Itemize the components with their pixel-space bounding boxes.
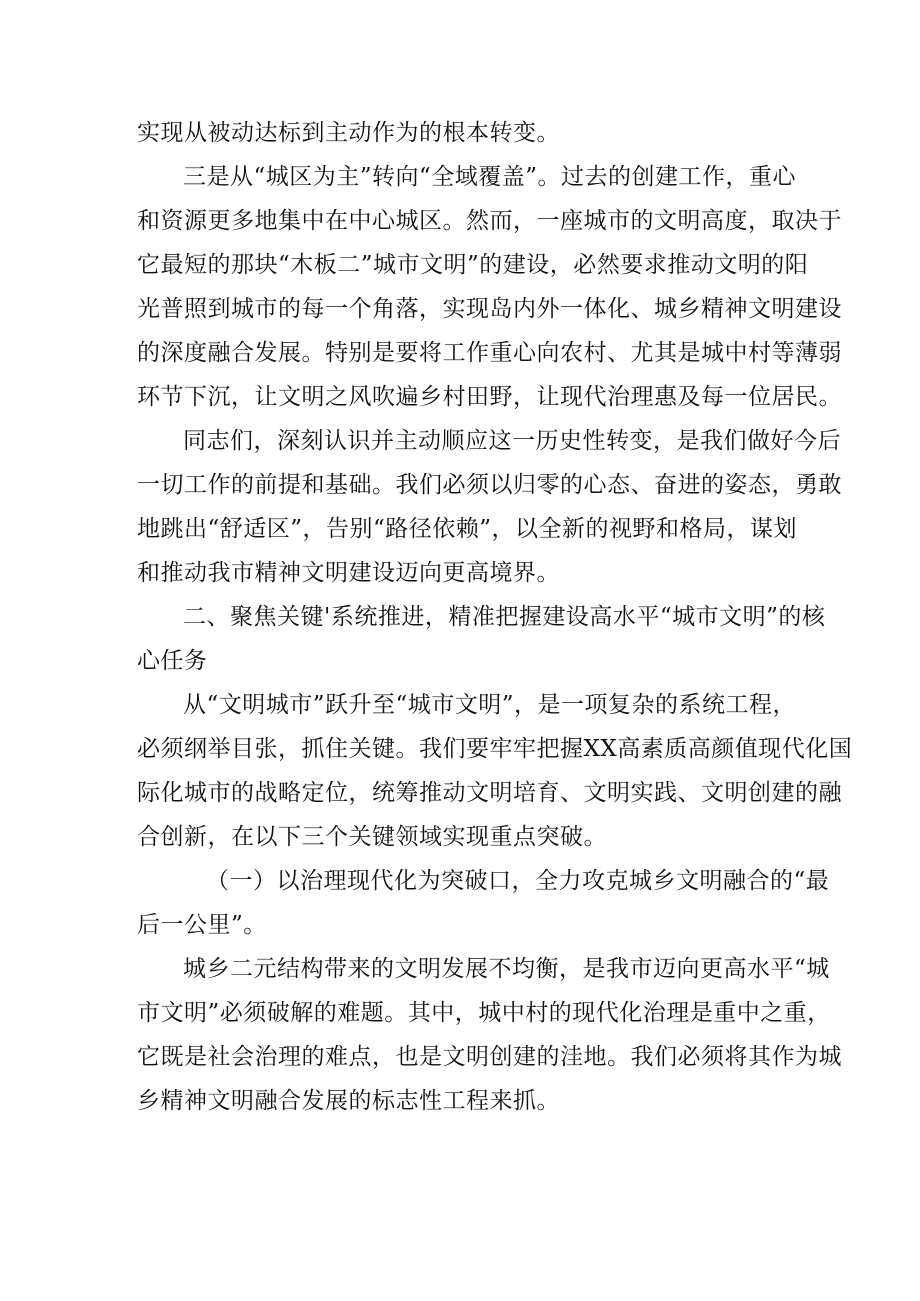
text-line-20: 城乡二元结构带来的文明发展不均衡，是我市迈向更高水平“城: [183, 956, 830, 982]
text-line-11: 和推动我市精神文明建设迈向更高境界。: [137, 560, 560, 586]
text-line-4: 它最短的那块“木板二”城市文明”的建设，必然要求推动文明的阳: [137, 252, 809, 278]
text-line-9: 一切工作的前提和基础。我们必须以归零的心态、奋进的姿态，勇敢: [137, 472, 842, 498]
text-line-6: 的深度融合发展。特别是要将工作重心向农村、尤其是城中村等薄弱: [137, 340, 842, 366]
text-line-22: 它既是社会治理的难点，也是文明创建的洼地。我们必须将其作为城: [137, 1044, 842, 1070]
text-line-2: 三是从“城区为主”转向“全域覆盖”。过去的创建工作，重心: [183, 164, 797, 190]
text-line-21: 市文明”必须破解的难题。其中，城中村的现代化治理是重中之重，: [137, 1000, 831, 1026]
text-line-16: 际化城市的战略定位，统筹推动文明培育、文明实践、文明创建的融: [137, 780, 842, 806]
text-line-14: 从“文明城市”跃升至“城市文明”，是一项复杂的系统工程，: [183, 692, 797, 718]
text-line-8: 同志们，深刻认识并主动顺应这一历史性转变，是我们做好今后: [183, 428, 841, 454]
text-line-5: 光普照到城市的每一个角落，实现岛内外一体化、城乡精神文明建设: [137, 296, 842, 322]
text-line-17: 合创新，在以下三个关键领域实现重点突破。: [137, 824, 607, 850]
subheading-line-1: （一）以治理现代化为突破口，全力攻克城乡文明融合的“最: [206, 868, 830, 894]
section-heading-line-2: 心任务: [137, 648, 208, 674]
text-line-1: 实现从被动达标到主动作为的根本转变。: [137, 120, 560, 146]
subheading-line-2: 后一公里”。: [137, 912, 267, 938]
text-line-23: 乡精神文明融合发展的标志性工程来抓。: [137, 1088, 560, 1114]
text-line-3: 和资源更多地集中在中心城区。然而，一座城市的文明高度，取决于: [137, 208, 842, 234]
text-line-15: 必须纲举目张，抓住关键。我们要牢牢把握XX高素质高颜值现代化国: [137, 736, 853, 762]
section-heading-line-1: 二、聚焦关键'系统推进，精准把握建设高水平“城市文明”的核: [183, 604, 826, 630]
text-line-7: 环节下沉，让文明之风吹遍乡村田野，让现代治理惠及每一位居民。: [137, 384, 842, 410]
text-line-10: 地跳出“舒适区”，告别“路径依赖”，以全新的视野和格局，谋划: [137, 516, 798, 542]
